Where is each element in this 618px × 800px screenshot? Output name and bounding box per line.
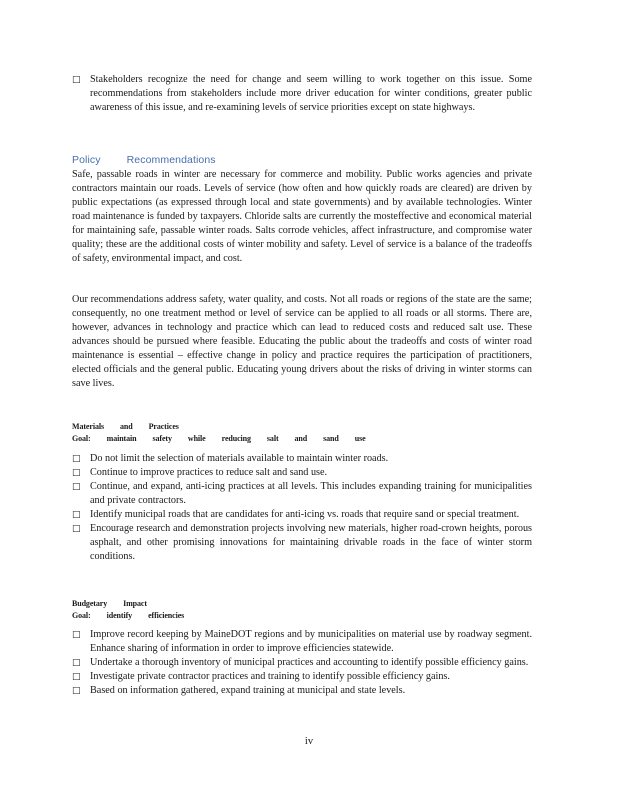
bullet-text: Encourage research and demonstration projects involving new materials, higher road-crown heights, porous asphalt, and other promising innovations for maintaining drivable roads in the face of winter storm conditions. [90,523,532,562]
title-word: Materials [72,422,104,431]
list-item [72,508,532,522]
materials-bullet-list [72,452,532,564]
list-item [72,522,532,564]
title-word: Practices [148,422,179,431]
goal-word: use [354,434,366,443]
bullet-box-icon: □ [72,482,81,492]
heading-word: Policy [72,154,101,166]
subsection-goal [72,433,382,444]
bullet-text: Improve record keeping by MaineDOT regions and by municipalities on material use by roadway segment. Enhance sharing of information in order to improve efficiencies statewide. [90,629,532,654]
bullet-box-icon: □ [72,454,81,464]
section-heading [72,154,216,166]
goal-word: identify [106,611,133,620]
list-item [72,684,532,698]
subsection-title [72,598,163,609]
list-item [72,452,532,466]
bullet-text: Continue to improve practices to reduce salt and sand use. [90,467,328,478]
list-item [72,656,532,670]
policy-paragraph-1: Safe, passable roads in winter are necessary for commerce and mobility. Public works agencies and private contractors maintain our roads. Levels of service (how often and how quickly roads are cleared) are driven by public expectations (as expressed through local and state governments) and by available technologies. Winter road maintenance is funded by taxpayers. Chloride salts are currently the mosteffective and economical material for maintaining safe, passable winter roads. Salts corrode vehicles, affect infrastructure, and compromise water quality; these are the additional costs of winter mobility and safety. Level of service is a balance of the tradeoffs of safety, environmental impact, and cost. [72,169,532,264]
bullet-text: Based on information gathered, expand training at municipal and state levels. [90,685,406,696]
bullet-box-icon: □ [72,630,81,640]
goal-word: Goal: [72,611,91,620]
bullet-text: Undertake a thorough inventory of municipal practices and accounting to identify possible efficiency gains. [90,657,529,668]
bullet-box-icon: □ [72,510,81,520]
intro-bullet-list [72,73,532,115]
budgetary-bullet-list [72,628,532,698]
bullet-text: Stakeholders recognize the need for change and seem willing to work together on this issue. Some recommendations from stakeholders include more driver education for winter conditions, greater public awareness of this issue, and re-examining levels of service priorities except on state highways. [90,74,532,113]
bullet-box-icon: □ [72,658,81,668]
policy-paragraph-2: Our recommendations address safety, water quality, and costs. Not all roads or regions of the state are the same; consequently, no one treatment method or level of service can be applied to all roads or all storms. There are, however, advances in technology and practice which can lead to reduced costs and reduced salt use. These advances should be pursued where feasible. Educating the public about the tradeoffs and costs of winter road maintenance is essential – effective change in policy and practice requires the participation of practitioners, elected officials and the general public. Educating young drivers about the risks of driving in winter storms can save lives. [72,294,532,389]
page-number: iv [304,736,314,747]
goal-word: while [187,434,206,443]
list-item [72,466,532,480]
title-word: and [119,422,133,431]
bullet-text: Do not limit the selection of materials available to maintain winter roads. [90,453,389,464]
goal-word: salt [266,434,279,443]
bullet-box-icon: □ [72,524,81,534]
list-item [72,670,532,684]
bullet-text: Investigate private contractor practices and training to identify possible efficiency gains. [90,671,450,682]
bullet-box-icon: □ [72,672,81,682]
list-item [72,480,532,508]
goal-word: efficiencies [148,611,185,620]
bullet-box-icon: □ [72,686,81,696]
subsection-goal [72,610,200,621]
title-word: Impact [123,599,147,608]
list-item [72,73,532,115]
bullet-text: Identify municipal roads that are candidates for anti-icing vs. roads that require sand or special treatment. [90,509,520,520]
goal-word: sand [323,434,339,443]
title-word: Budgetary [72,599,108,608]
bullet-text: Continue, and expand, anti-icing practices at all levels. This includes expanding training for municipalities and private contractors. [90,481,532,506]
goal-word: reducing [221,434,251,443]
bullet-box-icon: □ [72,75,81,85]
goal-word: safety [152,434,172,443]
list-item [72,628,532,656]
subsection-title [72,421,195,432]
goal-word: and [294,434,308,443]
goal-word: Goal: [72,434,91,443]
heading-word: Recommendations [126,154,216,166]
goal-word: maintain [106,434,137,443]
bullet-box-icon: □ [72,468,81,478]
